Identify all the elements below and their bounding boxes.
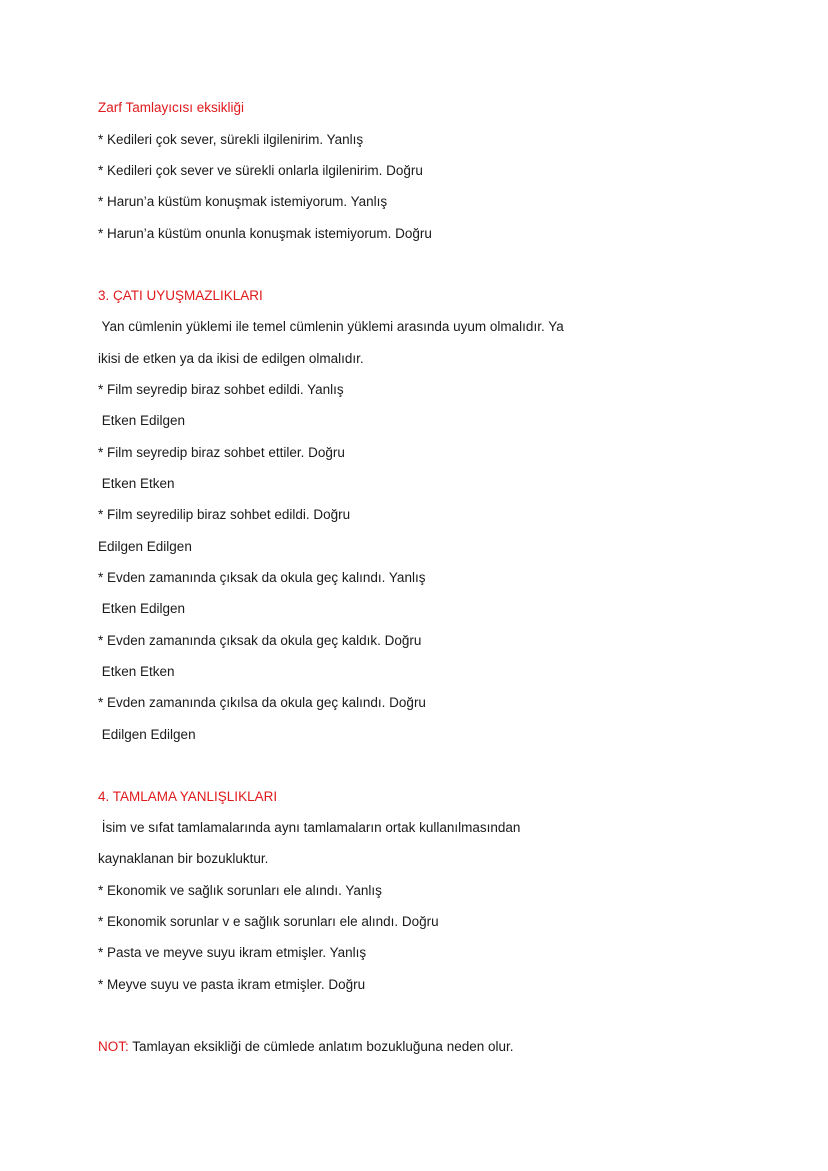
voice-label: Edilgen Edilgen <box>98 727 196 742</box>
voice-label: Etken Etken <box>98 476 175 491</box>
example-line: * Film seyredip biraz sohbet edildi. Yanlış <box>98 382 344 397</box>
note-label: NOT: <box>98 1039 129 1054</box>
section-intro: İsim ve sıfat tamlamalarında aynı tamlamaların ortak kullanılmasından <box>98 820 521 835</box>
section-intro: ikisi de etken ya da ikisi de edilgen olmalıdır. <box>98 351 364 366</box>
example-line: * Film seyredip biraz sohbet ettiler. Doğru <box>98 445 345 460</box>
section-intro: kaynaklanan bir bozukluktur. <box>98 851 269 866</box>
example-line: * Ekonomik sorunlar v e sağlık sorunları ele alındı. Doğru <box>98 914 439 929</box>
example-line: * Ekonomik ve sağlık sorunları ele alındı. Yanlış <box>98 883 382 898</box>
example-line: * Evden zamanında çıkılsa da okula geç kalındı. Doğru <box>98 695 426 710</box>
section-intro: Yan cümlenin yüklemi ile temel cümlenin yüklemi arasında uyum olmalıdır. Ya <box>98 319 564 334</box>
section-heading-zarf: Zarf Tamlayıcısı eksikliği <box>98 100 245 115</box>
voice-label: Etken Etken <box>98 664 175 679</box>
note-text: Tamlayan eksikliği de cümlede anlatım bozukluğuna neden olur. <box>128 1039 514 1054</box>
example-line: * Harun’a küstüm onunla konuşmak istemiyorum. Doğru <box>98 226 432 241</box>
section-heading-tamlama: 4. TAMLAMA YANLIŞLIKLARI <box>98 789 278 804</box>
voice-label: Etken Edilgen <box>98 601 186 616</box>
example-line: * Pasta ve meyve suyu ikram etmişler. Yanlış <box>98 945 367 960</box>
voice-label: Edilgen Edilgen <box>98 539 192 554</box>
example-line: * Meyve suyu ve pasta ikram etmişler. Doğru <box>98 977 366 992</box>
voice-label: Etken Edilgen <box>98 413 186 428</box>
example-line: * Film seyredilip biraz sohbet edildi. Doğru <box>98 507 351 522</box>
section-heading-cati: 3. ÇATI UYUŞMAZLIKLARI <box>98 288 263 303</box>
example-line: * Harun’a küstüm konuşmak istemiyorum. Yanlış <box>98 194 388 209</box>
note-line <box>98 1038 514 1056</box>
example-line: * Kedileri çok sever ve sürekli onlarla ilgilenirim. Doğru <box>98 163 423 178</box>
example-line: * Evden zamanında çıksak da okula geç kaldık. Doğru <box>98 633 422 648</box>
example-line: * Evden zamanında çıksak da okula geç kalındı. Yanlış <box>98 570 426 585</box>
example-line: * Kedileri çok sever, sürekli ilgilenirim. Yanlış <box>98 132 364 147</box>
